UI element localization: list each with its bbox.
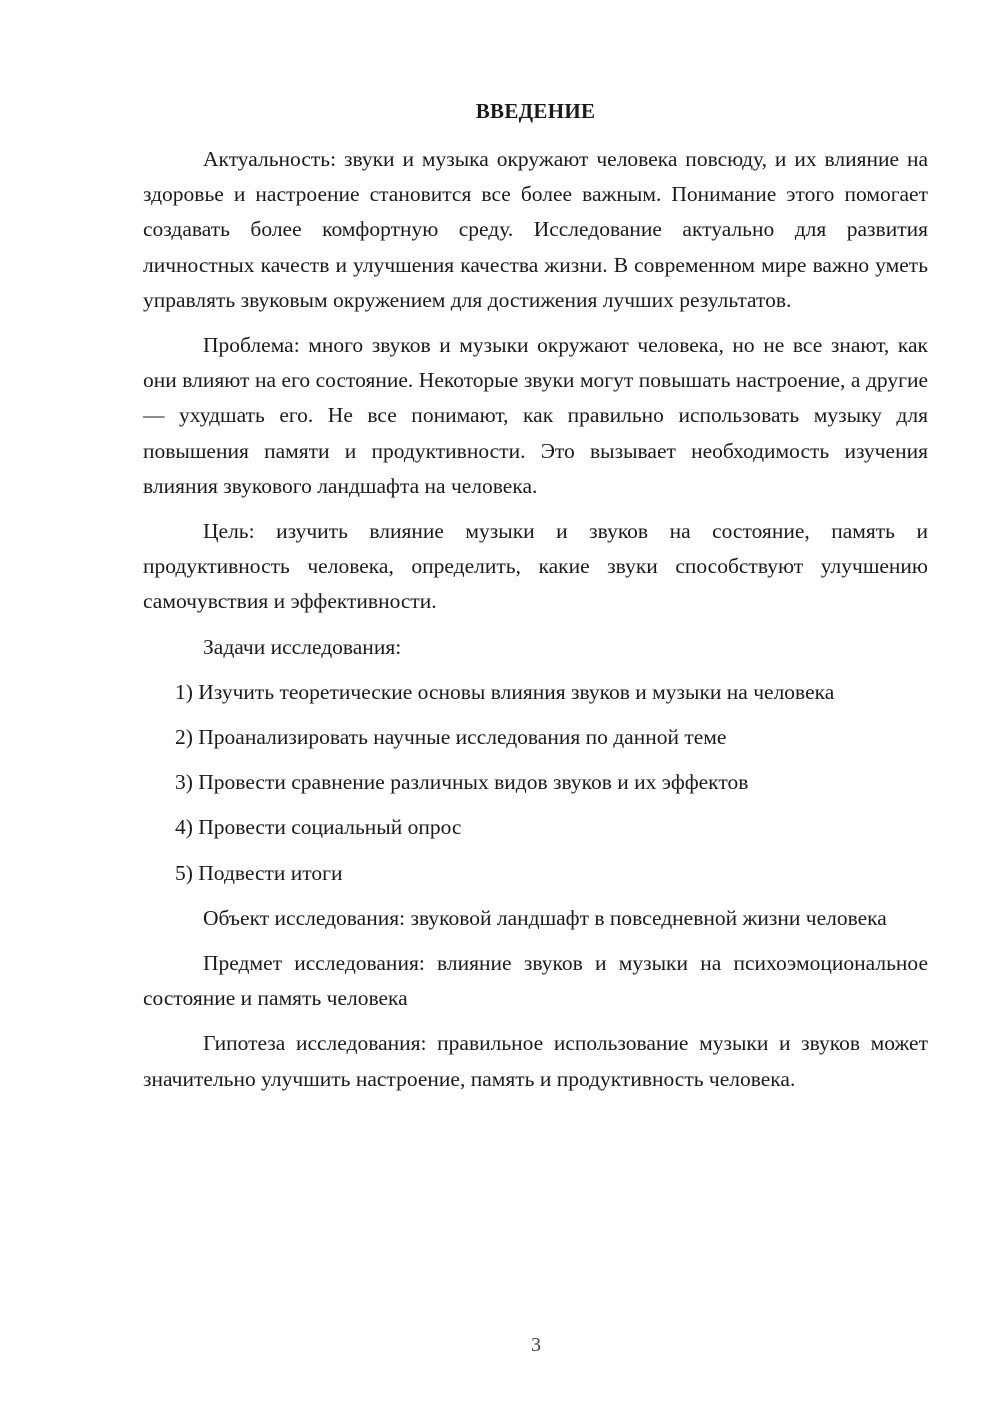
page-title: ВВЕДЕНИЕ <box>475 99 596 123</box>
task-item: 5) Подвести итоги <box>175 860 343 885</box>
task-item: 3) Провести сравнение различных видов звуков и их эффектов <box>175 770 749 795</box>
task-item: 1) Изучить теоретические основы влияния звуков и музыки на человека <box>175 679 835 704</box>
paragraph-subject: Предмет исследования: влияние звуков и музыки на психоэмоциональное состояние и память человека <box>143 951 928 1011</box>
task-item: 2) Проанализировать научные исследования по данной теме <box>175 725 727 750</box>
paragraph-relevance: Актуальность: звуки и музыка окружают человека повсюду, и их влияние на здоровье и настроение становится все более важным. Понимание этого помогает создавать более комфортную среду. Исследование актуально для развития личностных качеств и улучшения качества жизни. В современном мире важно уметь управлять звуковым окружением для достижения лучших результатов. <box>143 147 928 312</box>
task-item: 4) Провести социальный опрос <box>175 815 462 840</box>
paragraph-hypothesis: Гипотеза исследования: правильное использование музыки и звуков может значительно улучшить настроение, память и продуктивность человека. <box>143 1031 928 1091</box>
page-number: 3 <box>531 1334 541 1356</box>
paragraph-goal: Цель: изучить влияние музыки и звуков на состояние, память и продуктивность человека, определить, какие звуки способствуют улучшению самочувствия и эффективности. <box>143 519 928 614</box>
paragraph-tasks-heading: Задачи исследования: <box>203 634 402 659</box>
document-body <box>143 142 928 1107</box>
paragraph-problem: Проблема: много звуков и музыки окружают человека, но не все знают, как они влияют на его состояние. Некоторые звуки могут повышать настроение, а другие — ухудшать его. Не все понимают, как правильно использовать музыку для повышения памяти и продуктивности. Это вызывает необходимость изучения влияния звукового ландшафта на человека. <box>143 333 928 498</box>
paragraph-object: Объект исследования: звуковой ландшафт в повседневной жизни человека <box>203 905 887 930</box>
